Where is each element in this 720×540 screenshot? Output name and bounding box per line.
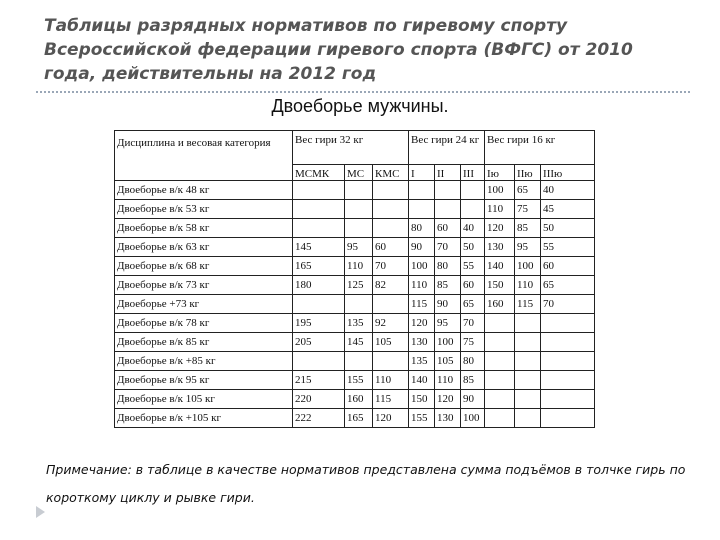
value-cell: 50 xyxy=(461,238,485,257)
rank-header: IIю xyxy=(515,165,541,181)
value-cell: 70 xyxy=(435,238,461,257)
value-cell: 120 xyxy=(373,409,409,428)
table-note: Примечание: в таблице в качестве нормативов представлена сумма подъёмов в толчке гирь по короткому циклу и рывке гири. xyxy=(46,462,686,505)
value-cell xyxy=(345,295,373,314)
value-cell: 80 xyxy=(435,257,461,276)
value-cell xyxy=(485,352,515,371)
value-cell: 135 xyxy=(409,352,435,371)
value-cell xyxy=(435,200,461,219)
value-cell: 70 xyxy=(461,314,485,333)
value-cell: 85 xyxy=(435,276,461,295)
value-cell: 90 xyxy=(409,238,435,257)
value-cell xyxy=(541,333,595,352)
value-cell: 180 xyxy=(293,276,345,295)
value-cell: 100 xyxy=(485,181,515,200)
value-cell: 85 xyxy=(461,371,485,390)
value-cell xyxy=(515,352,541,371)
value-cell xyxy=(373,295,409,314)
discipline-cell: Двоеборье в/к +85 кг xyxy=(115,352,293,371)
value-cell xyxy=(293,352,345,371)
value-cell: 150 xyxy=(409,390,435,409)
value-cell: 155 xyxy=(409,409,435,428)
value-cell xyxy=(345,181,373,200)
value-cell: 110 xyxy=(409,276,435,295)
value-cell: 70 xyxy=(373,257,409,276)
value-cell xyxy=(541,390,595,409)
rank-header: II xyxy=(435,165,461,181)
value-cell xyxy=(541,371,595,390)
rank-header: I xyxy=(409,165,435,181)
value-cell: 105 xyxy=(373,333,409,352)
value-cell: 90 xyxy=(461,390,485,409)
table-row xyxy=(115,200,595,219)
table-row xyxy=(115,295,595,314)
value-cell xyxy=(485,390,515,409)
value-cell xyxy=(515,371,541,390)
table-header xyxy=(115,131,595,181)
value-cell xyxy=(293,295,345,314)
value-cell: 120 xyxy=(409,314,435,333)
discipline-cell: Двоеборье в/к +105 кг xyxy=(115,409,293,428)
value-cell: 120 xyxy=(485,219,515,238)
discipline-cell: Двоеборье в/к 85 кг xyxy=(115,333,293,352)
value-cell xyxy=(435,181,461,200)
table-subtitle: Двоеборье мужчины. xyxy=(271,96,449,116)
value-cell: 110 xyxy=(515,276,541,295)
table-row xyxy=(115,257,595,276)
rank-header: Iю xyxy=(485,165,515,181)
value-cell: 130 xyxy=(409,333,435,352)
table-row xyxy=(115,371,595,390)
value-cell: 75 xyxy=(515,200,541,219)
value-cell: 82 xyxy=(373,276,409,295)
value-cell: 115 xyxy=(409,295,435,314)
table-row xyxy=(115,219,595,238)
value-cell xyxy=(345,219,373,238)
table-row xyxy=(115,333,595,352)
value-cell xyxy=(515,333,541,352)
discipline-cell: Двоеборье +73 кг xyxy=(115,295,293,314)
value-cell: 50 xyxy=(541,219,595,238)
table-row xyxy=(115,276,595,295)
value-cell xyxy=(485,314,515,333)
value-cell: 115 xyxy=(373,390,409,409)
table-row xyxy=(115,409,595,428)
table-row xyxy=(115,238,595,257)
value-cell: 135 xyxy=(345,314,373,333)
value-cell xyxy=(515,314,541,333)
value-cell: 65 xyxy=(541,276,595,295)
value-cell: 92 xyxy=(373,314,409,333)
value-cell xyxy=(515,409,541,428)
discipline-cell: Двоеборье в/к 95 кг xyxy=(115,371,293,390)
value-cell xyxy=(373,352,409,371)
value-cell: 65 xyxy=(461,295,485,314)
value-cell: 140 xyxy=(409,371,435,390)
value-cell xyxy=(373,181,409,200)
value-cell: 40 xyxy=(541,181,595,200)
value-cell: 145 xyxy=(345,333,373,352)
table-row xyxy=(115,181,595,200)
value-cell: 85 xyxy=(515,219,541,238)
value-cell: 222 xyxy=(293,409,345,428)
value-cell: 195 xyxy=(293,314,345,333)
value-cell: 40 xyxy=(461,219,485,238)
discipline-cell: Двоеборье в/к 73 кг xyxy=(115,276,293,295)
value-cell: 220 xyxy=(293,390,345,409)
discipline-cell: Двоеборье в/к 58 кг xyxy=(115,219,293,238)
value-cell: 45 xyxy=(541,200,595,219)
value-cell xyxy=(515,390,541,409)
value-cell: 125 xyxy=(345,276,373,295)
value-cell: 60 xyxy=(435,219,461,238)
value-cell xyxy=(541,352,595,371)
value-cell xyxy=(345,200,373,219)
value-cell: 115 xyxy=(515,295,541,314)
rank-header: МСМК xyxy=(293,165,345,181)
value-cell: 160 xyxy=(485,295,515,314)
value-cell: 80 xyxy=(461,352,485,371)
rank-header: III xyxy=(461,165,485,181)
value-cell: 80 xyxy=(409,219,435,238)
value-cell xyxy=(485,333,515,352)
value-cell xyxy=(293,200,345,219)
value-cell: 160 xyxy=(345,390,373,409)
value-cell: 60 xyxy=(373,238,409,257)
value-cell: 165 xyxy=(293,257,345,276)
title-divider xyxy=(36,91,690,93)
discipline-cell: Двоеборье в/к 78 кг xyxy=(115,314,293,333)
value-cell: 110 xyxy=(345,257,373,276)
value-cell: 110 xyxy=(435,371,461,390)
value-cell: 165 xyxy=(345,409,373,428)
discipline-cell: Двоеборье в/к 63 кг xyxy=(115,238,293,257)
value-cell: 105 xyxy=(435,352,461,371)
group-header-row xyxy=(115,131,595,165)
triangle-bullet-icon xyxy=(36,506,45,518)
value-cell: 55 xyxy=(541,238,595,257)
discipline-cell: Двоеборье в/к 105 кг xyxy=(115,390,293,409)
value-cell: 100 xyxy=(461,409,485,428)
value-cell xyxy=(373,219,409,238)
value-cell: 110 xyxy=(373,371,409,390)
value-cell: 155 xyxy=(345,371,373,390)
discipline-cell: Двоеборье в/к 53 кг xyxy=(115,200,293,219)
value-cell: 130 xyxy=(485,238,515,257)
discipline-cell: Двоеборье в/к 68 кг xyxy=(115,257,293,276)
value-cell: 100 xyxy=(515,257,541,276)
value-cell xyxy=(409,181,435,200)
value-cell xyxy=(461,181,485,200)
value-cell xyxy=(541,409,595,428)
discipline-header: Дисциплина и весовая категория xyxy=(115,131,293,181)
group-header-32kg: Вес гири 32 кг xyxy=(293,131,409,165)
value-cell xyxy=(485,409,515,428)
value-cell: 100 xyxy=(409,257,435,276)
value-cell: 130 xyxy=(435,409,461,428)
table-row xyxy=(115,314,595,333)
value-cell: 120 xyxy=(435,390,461,409)
value-cell: 65 xyxy=(515,181,541,200)
value-cell: 95 xyxy=(435,314,461,333)
group-header-24kg: Вес гири 24 кг xyxy=(409,131,485,165)
value-cell: 75 xyxy=(461,333,485,352)
discipline-cell: Двоеборье в/к 48 кг xyxy=(115,181,293,200)
value-cell: 140 xyxy=(485,257,515,276)
table-row xyxy=(115,390,595,409)
value-cell: 70 xyxy=(541,295,595,314)
value-cell: 55 xyxy=(461,257,485,276)
value-cell: 60 xyxy=(461,276,485,295)
value-cell: 110 xyxy=(485,200,515,219)
value-cell: 145 xyxy=(293,238,345,257)
value-cell xyxy=(293,219,345,238)
value-cell xyxy=(373,200,409,219)
value-cell xyxy=(461,200,485,219)
table-row xyxy=(115,352,595,371)
value-cell: 90 xyxy=(435,295,461,314)
value-cell: 205 xyxy=(293,333,345,352)
table-body xyxy=(115,181,595,428)
slide-title: Таблицы разрядных нормативов по гиревому спорту Всероссийской федерации гиревого спорта (ВФГС) от 2010 года, действительны на 2012 год xyxy=(44,16,633,84)
value-cell xyxy=(541,314,595,333)
rank-header: IIIю xyxy=(541,165,595,181)
value-cell xyxy=(485,371,515,390)
value-cell: 150 xyxy=(485,276,515,295)
value-cell xyxy=(345,352,373,371)
value-cell: 215 xyxy=(293,371,345,390)
norms-table xyxy=(114,130,595,428)
value-cell xyxy=(293,181,345,200)
group-header-16kg: Вес гири 16 кг xyxy=(485,131,595,165)
value-cell: 60 xyxy=(541,257,595,276)
value-cell xyxy=(409,200,435,219)
value-cell: 95 xyxy=(345,238,373,257)
rank-header: КМС xyxy=(373,165,409,181)
value-cell: 100 xyxy=(435,333,461,352)
rank-header: МС xyxy=(345,165,373,181)
value-cell: 95 xyxy=(515,238,541,257)
